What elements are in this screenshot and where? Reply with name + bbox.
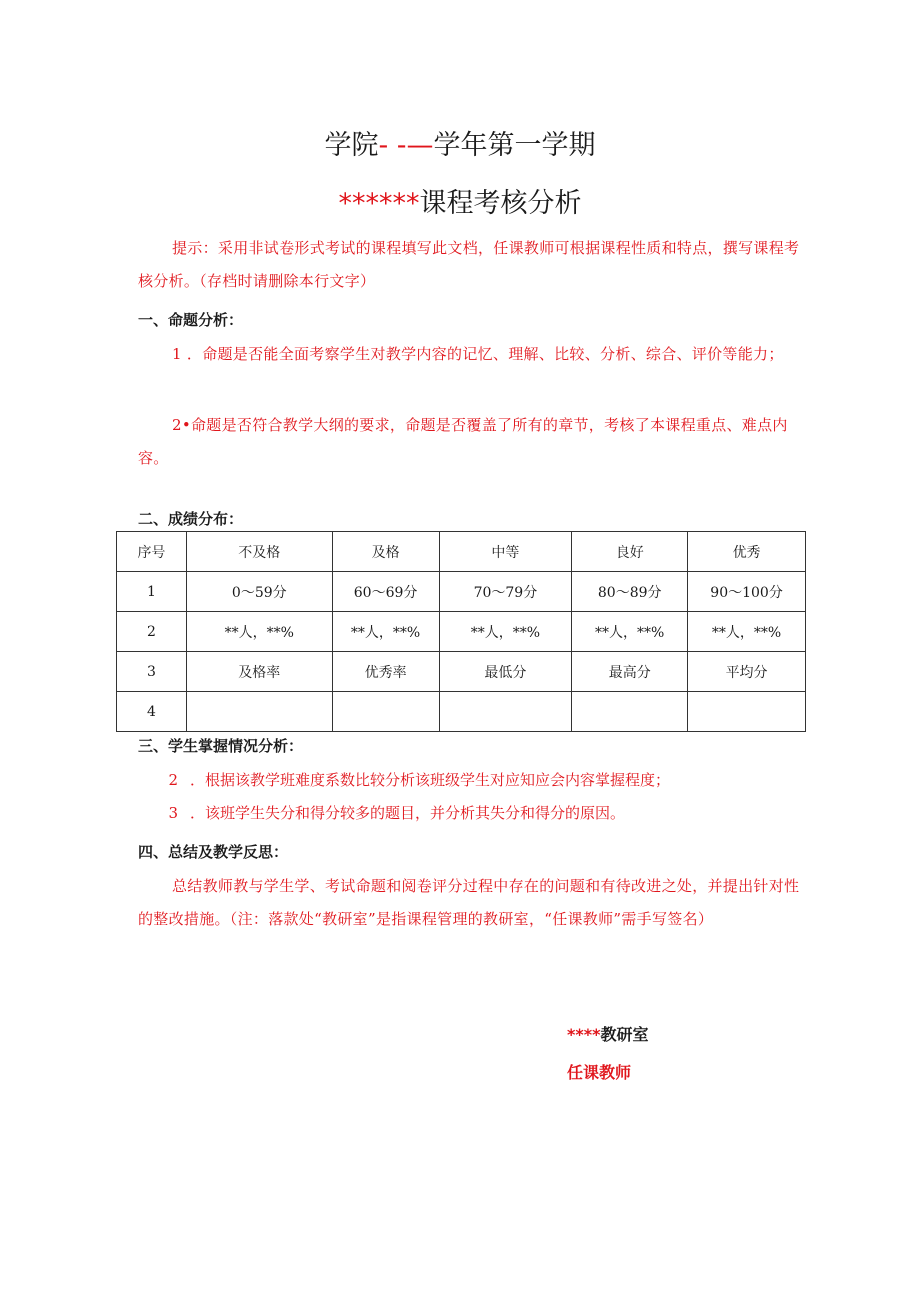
table-cell xyxy=(332,692,439,732)
item-number: 3 xyxy=(168,804,178,822)
table-cell: 4 xyxy=(117,692,187,732)
table-cell: **人，**% xyxy=(688,612,806,652)
table-cell: **人，**% xyxy=(186,612,332,652)
table-row xyxy=(117,652,806,692)
table-cell: 良好 xyxy=(572,532,688,572)
table-cell xyxy=(572,692,688,732)
table-row xyxy=(117,572,806,612)
table-cell: 最高分 xyxy=(572,652,688,692)
table-cell: 3 xyxy=(117,652,187,692)
table-row xyxy=(117,692,806,732)
course-stars: ****** xyxy=(338,188,420,219)
table-cell: 1 xyxy=(117,572,187,612)
table-cell: **人，**% xyxy=(332,612,439,652)
section1-heading: 一、命题分析： xyxy=(138,311,244,329)
section3-item-1 xyxy=(138,764,810,797)
table-cell: 及格率 xyxy=(186,652,332,692)
table-cell: 平均分 xyxy=(688,652,806,692)
table-cell: **人，**% xyxy=(572,612,688,652)
table-cell: 最低分 xyxy=(439,652,572,692)
table-cell: 序号 xyxy=(117,532,187,572)
section1-item-1: 1 ．命题是否能全面考察学生对教学内容的记忆、理解、比较、分析、综合、评价等能力； xyxy=(172,345,784,363)
grade-distribution-table xyxy=(116,531,806,732)
table-cell: 90～100分 xyxy=(688,572,806,612)
section3-item-2 xyxy=(138,797,810,830)
hint-paragraph: 提示：采用非试卷形式考试的课程填写此文档，任课教师可根据课程性质和特点，撰写课程考核分析。（存档时请删除本行文字） xyxy=(138,239,800,290)
table-cell: 中等 xyxy=(439,532,572,572)
table-cell xyxy=(688,692,806,732)
table-row xyxy=(117,532,806,572)
document-subtitle xyxy=(0,186,920,222)
document-title xyxy=(0,128,920,164)
table-cell: 80～89分 xyxy=(572,572,688,612)
table-cell: 70～79分 xyxy=(439,572,572,612)
title-dashes: - -— xyxy=(378,130,434,161)
table-cell xyxy=(439,692,572,732)
table-row xyxy=(117,612,806,652)
signature-office xyxy=(567,1022,648,1045)
section4-heading: 四、总结及教学反思： xyxy=(138,843,289,861)
table-cell: 2 xyxy=(117,612,187,652)
office-label: 教研室 xyxy=(600,1025,649,1044)
title-prefix: 学院 xyxy=(324,130,379,161)
item-text: ．该班学生失分和得分较多的题目，并分析其失分和得分的原因。 xyxy=(190,804,626,822)
signature-teacher: 任课教师 xyxy=(567,1063,632,1082)
office-stars: **** xyxy=(567,1025,601,1044)
table-cell: 优秀率 xyxy=(332,652,439,692)
table-cell: 0～59分 xyxy=(186,572,332,612)
table-cell: 不及格 xyxy=(186,532,332,572)
table-cell: **人，**% xyxy=(439,612,572,652)
course-title: 课程考核分析 xyxy=(419,188,582,219)
item-text: ．根据该教学班难度系数比较分析该班级学生对应知应会内容掌握程度； xyxy=(190,771,671,789)
section2-heading: 二、成绩分布： xyxy=(138,510,244,528)
table-cell: 及格 xyxy=(332,532,439,572)
title-suffix: 学年第一学期 xyxy=(433,130,596,161)
item-number: 2 xyxy=(168,771,178,789)
section4-paragraph: 总结教师教与学生学、考试命题和阅卷评分过程中存在的问题和有待改进之处，并提出针对性的整改措施。（注：落款处“教研室”是指课程管理的教研室，“任课教师”需手写签名） xyxy=(138,877,800,928)
section1-item-2: 2•命题是否符合教学大纲的要求，命题是否覆盖了所有的章节，考核了本课程重点、难点内容。 xyxy=(138,416,788,467)
table-cell xyxy=(186,692,332,732)
table-cell: 优秀 xyxy=(688,532,806,572)
section3-heading: 三、学生掌握情况分析： xyxy=(138,737,304,755)
table-cell: 60～69分 xyxy=(332,572,439,612)
